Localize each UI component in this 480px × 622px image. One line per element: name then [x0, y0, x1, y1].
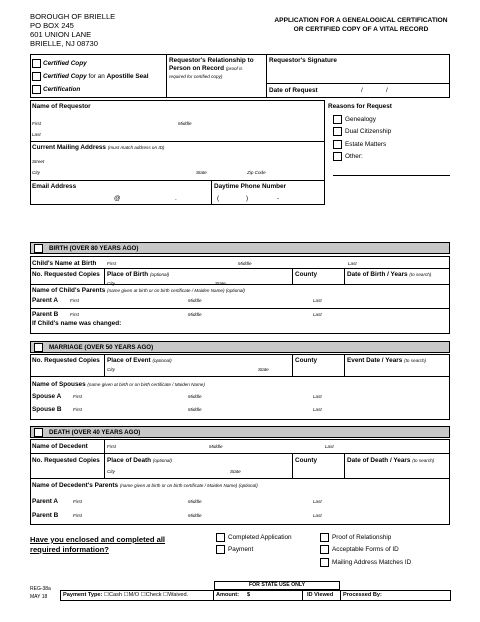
- birth-date-note: (to search): [409, 272, 432, 277]
- parent-b-label: Parent B: [32, 311, 59, 318]
- spouse-b-first: First: [73, 407, 82, 412]
- death-county-label: County: [295, 457, 318, 464]
- amount-label: Amount:: [216, 592, 239, 598]
- payment-type-field: [63, 592, 188, 599]
- requestor-last: Last: [32, 132, 41, 137]
- address-line-3: 601 UNION LANE: [30, 30, 92, 39]
- parent-b-middle: Middle: [188, 312, 202, 317]
- payment-options: ☐Cash ☐M/O ☐Check ☐Waived.: [103, 592, 189, 598]
- address-line-2: PO BOX 245: [30, 21, 74, 30]
- decedent-parents-label: [32, 482, 258, 490]
- decedent-parent-b-middle: Middle: [188, 513, 202, 518]
- requestor-name-label: Name of Requestor: [32, 103, 91, 110]
- reason-other-checkbox[interactable]: [333, 152, 342, 161]
- mailing-label-text: Current Mailing Address: [32, 144, 106, 151]
- reason-genealogy-label: Genealogy: [345, 116, 376, 123]
- marriage-place-label: [107, 357, 172, 365]
- email-dot: .: [175, 195, 177, 202]
- divider: [30, 478, 450, 479]
- form-title-line-1: APPLICATION FOR A GENEALOGICAL CERTIFICATION: [274, 17, 448, 24]
- divider: [30, 376, 450, 377]
- marriage-section-header: [30, 341, 450, 353]
- marriage-date-text: Event Date / Years: [347, 357, 403, 364]
- death-date-text: Date of Death / Years: [347, 457, 411, 464]
- phone-label: Daytime Phone Number: [214, 183, 287, 190]
- marriage-county-label: County: [295, 357, 318, 364]
- name-changed-label: If Child's name was changed:: [32, 320, 122, 327]
- phone-close-paren: ): [246, 195, 249, 202]
- marriage-header-label: MARRIAGE (OVER 50 YEARS AGO): [49, 344, 154, 351]
- decedent-parents-text: Name of Decedent's Parents: [32, 482, 119, 489]
- death-header-label: DEATH (OVER 40 YEARS AGO): [49, 429, 141, 436]
- address-line-4: BRIELLE, NJ 08730: [30, 39, 98, 48]
- mailing-address-label: [32, 144, 164, 152]
- reason-estate-checkbox[interactable]: [333, 140, 342, 149]
- phone-dash: -: [277, 195, 280, 202]
- reason-other-label: Other:: [345, 153, 363, 160]
- email-at: @: [114, 195, 121, 202]
- marriage-copies-label: No. Requested Copies: [32, 357, 100, 364]
- spouse-a-first: First: [73, 394, 82, 399]
- requestor-first: First: [32, 121, 41, 126]
- phone-open-paren: (: [217, 195, 220, 202]
- death-place-note: (optional): [152, 458, 172, 463]
- decedent-parents-note: (name given at birth or on birth certificate / Maiden Name) (optional): [119, 483, 258, 488]
- payment-checkbox[interactable]: [216, 545, 225, 554]
- spouse-a-middle: Middle: [188, 394, 202, 399]
- spouse-b-last: Last: [313, 407, 322, 412]
- reason-estate-label: Estate Matters: [345, 141, 387, 148]
- decedent-first: First: [107, 444, 116, 449]
- divider: [30, 308, 450, 309]
- divider: [344, 453, 345, 478]
- state-use-label: FOR STATE USE ONLY: [248, 582, 306, 588]
- death-section-header: [30, 426, 450, 438]
- birth-state: State: [215, 281, 226, 286]
- decedent-parent-a-first: First: [73, 499, 82, 504]
- certification-checkbox[interactable]: [32, 85, 41, 94]
- death-copies-label: No. Requested Copies: [32, 457, 100, 464]
- issuer-address: [30, 12, 115, 48]
- death-city: City: [107, 469, 115, 474]
- relationship-note-1: (proof is: [225, 66, 243, 71]
- birth-place-note: (optional): [149, 272, 170, 277]
- divider: [292, 354, 293, 376]
- id-viewed-label: ID Viewed: [307, 592, 334, 598]
- payment-type-label: Payment Type:: [63, 592, 103, 598]
- requestor-middle: Middle: [178, 121, 192, 126]
- spouses-note: (name given at birth or on birth certificate / Maiden Name): [87, 382, 205, 387]
- date-separator-1: /: [361, 87, 363, 94]
- divider: [211, 180, 212, 205]
- relationship-note-2: required for certified copy): [169, 74, 223, 79]
- certified-copy-checkbox[interactable]: [32, 59, 41, 68]
- child-last: Last: [348, 261, 357, 266]
- death-date-label: [347, 457, 434, 465]
- birth-copies-label: No. Requested Copies: [32, 271, 100, 278]
- mailing-address-matches-checkbox[interactable]: [320, 558, 329, 567]
- spouses-text: Name of Spouses: [32, 381, 86, 388]
- divider: [30, 453, 450, 454]
- child-name-label: Child's Name at Birth: [32, 260, 97, 267]
- reason-genealogy-checkbox[interactable]: [333, 115, 342, 124]
- payment-label: Payment: [228, 546, 254, 553]
- apostille-checkbox[interactable]: [32, 72, 41, 81]
- divider: [30, 180, 325, 181]
- divider: [292, 453, 293, 478]
- reason-dual-citizenship-label: Dual Citizenship: [345, 128, 392, 135]
- address-line-1: BOROUGH OF BRIELLE: [30, 12, 116, 21]
- child-first: First: [107, 261, 116, 266]
- birth-date-label: [347, 271, 431, 279]
- divider: [30, 141, 325, 142]
- spouse-b-label: Spouse B: [32, 406, 62, 413]
- spouse-a-label: Spouse A: [32, 393, 62, 400]
- email-label: Email Address: [32, 183, 77, 190]
- decedent-parent-b-label: Parent B: [32, 512, 59, 519]
- parent-a-last: Last: [313, 298, 322, 303]
- marriage-date-label: [347, 357, 426, 365]
- completed-application-label: Completed Application: [228, 534, 292, 541]
- decedent-parent-b-first: First: [73, 513, 82, 518]
- city-label: City: [32, 170, 40, 175]
- divider: [213, 590, 214, 601]
- form-title-line-2: OR CERTIFIED COPY OF A VITAL RECORD: [293, 26, 429, 33]
- death-place-label: [107, 457, 172, 465]
- marriage-city: City: [107, 367, 115, 372]
- mailing-note: (must match address on ID): [107, 145, 165, 150]
- parent-a-middle: Middle: [188, 298, 202, 303]
- apostille-suffix: Apostille Seal: [106, 73, 149, 80]
- form-date: MAY 18: [30, 594, 48, 600]
- decedent-parent-b-last: Last: [313, 513, 322, 518]
- decedent-middle: Middle: [209, 444, 223, 449]
- marriage-checkbox[interactable]: [34, 343, 43, 352]
- birth-section-header: [30, 242, 450, 254]
- apostille-prefix: Certified Copy: [43, 73, 87, 80]
- spouses-label: [32, 381, 205, 389]
- divider: [104, 439, 105, 478]
- mailing-address-matches-label: Mailing Address Matches ID: [332, 559, 412, 566]
- divider: [266, 83, 450, 84]
- divider: [166, 54, 167, 98]
- decedent-parent-a-label: Parent A: [32, 498, 59, 505]
- marriage-place-note: (optional): [152, 358, 172, 363]
- certification-label: Certification: [43, 86, 81, 93]
- street-label: Street: [32, 159, 45, 164]
- completed-application-checkbox[interactable]: [216, 533, 225, 542]
- child-middle: Middle: [238, 261, 252, 266]
- parent-a-first: First: [70, 298, 79, 303]
- divider: [344, 354, 345, 376]
- date-separator-2: /: [386, 87, 388, 94]
- apostille-mid: for an: [88, 73, 105, 80]
- child-parents-note: (name given at birth or on birth certificate / Maiden Name) (optional): [107, 288, 245, 293]
- reason-other-line: [333, 175, 450, 176]
- child-parents-text: Name of Child's Parents: [32, 287, 106, 294]
- spouse-b-middle: Middle: [188, 407, 202, 412]
- decedent-parent-a-last: Last: [313, 499, 322, 504]
- death-state: State: [230, 469, 241, 474]
- checklist-question-2: required information?: [30, 545, 109, 554]
- birth-city: City: [107, 281, 115, 286]
- signature-label: Requestor's Signature: [269, 57, 337, 64]
- divider: [344, 268, 345, 284]
- amount-symbol: $: [247, 592, 251, 598]
- birth-place-text: Place of Birth: [107, 271, 149, 278]
- state-label: State: [196, 170, 207, 175]
- death-date-note: (to search): [412, 458, 435, 463]
- proof-of-relationship-checkbox[interactable]: [320, 533, 329, 542]
- child-parents-label: [32, 287, 245, 295]
- parent-a-label: Parent A: [32, 297, 59, 304]
- marriage-place-text: Place of Event: [107, 357, 151, 364]
- marriage-state: State: [258, 367, 269, 372]
- form-id: REG-38a: [30, 586, 51, 592]
- marriage-date-note: (to search): [404, 358, 427, 363]
- death-place-text: Place of Death: [107, 457, 152, 464]
- acceptable-id-label: Acceptable Forms of ID: [332, 546, 399, 553]
- birth-header-label: BIRTH (OVER 80 YEARS AGO): [49, 245, 139, 252]
- zip-label: Zip Code: [247, 170, 266, 175]
- proof-of-relationship-label: Proof of Relationship: [332, 534, 392, 541]
- divider: [104, 354, 105, 376]
- certified-copy-label: Certified Copy: [43, 60, 87, 67]
- divider: [30, 284, 450, 285]
- reason-dual-citizenship-checkbox[interactable]: [333, 127, 342, 136]
- birth-checkbox[interactable]: [34, 244, 43, 253]
- divider: [340, 590, 341, 601]
- apostille-label: [43, 73, 149, 81]
- divider: [292, 268, 293, 284]
- birth-county-label: County: [295, 271, 318, 278]
- reasons-label: Reasons for Request: [328, 103, 392, 110]
- decedent-parent-a-middle: Middle: [188, 499, 202, 504]
- divider: [266, 54, 267, 98]
- relationship-label-1: Requestor's Relationship to: [169, 57, 254, 64]
- date-of-request-label: Date of Request: [269, 87, 318, 94]
- parent-b-first: First: [70, 312, 79, 317]
- relationship-label-2: [169, 65, 242, 73]
- divider: [104, 268, 105, 284]
- decedent-label: Name of Decedent: [32, 443, 88, 450]
- processed-by-label: Processed By:: [343, 592, 382, 598]
- birth-place-label: [107, 271, 169, 279]
- form-title: [256, 16, 466, 34]
- acceptable-id-checkbox[interactable]: [320, 545, 329, 554]
- checklist-question-1: Have you enclosed and completed all: [30, 535, 166, 544]
- relationship-label-2-text: Person on Record: [169, 65, 225, 72]
- death-checkbox[interactable]: [34, 428, 43, 437]
- spouse-a-last: Last: [313, 394, 322, 399]
- divider: [302, 590, 303, 601]
- birth-date-text: Date of Birth / Years: [347, 271, 408, 278]
- divider: [30, 268, 450, 269]
- parent-b-last: Last: [313, 312, 322, 317]
- decedent-last: Last: [325, 444, 334, 449]
